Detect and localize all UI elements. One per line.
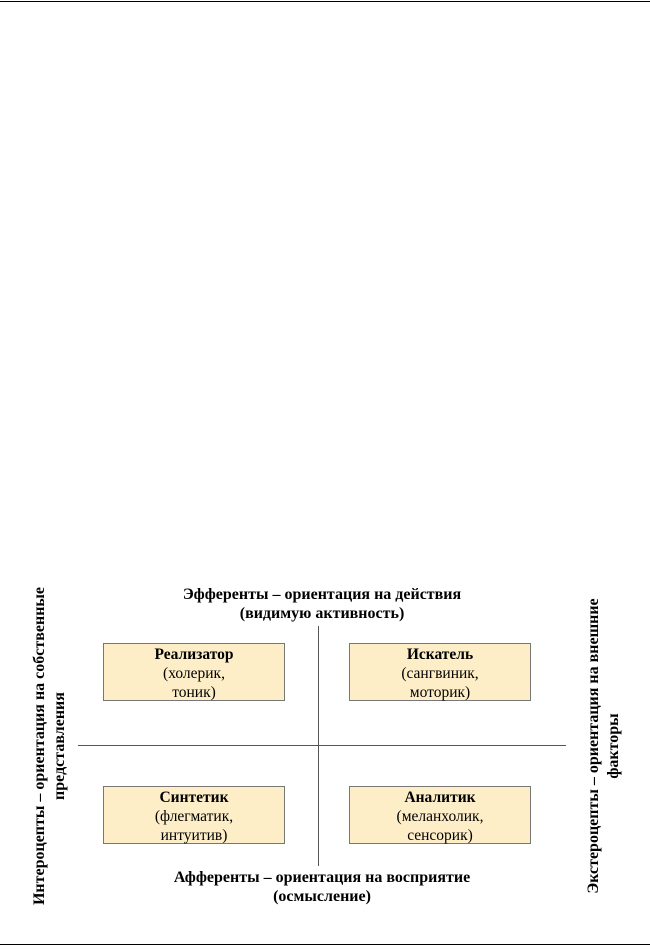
axis-label-bottom-line-2: (осмысление) [273,888,371,905]
axis-label-top-line-2: (видимую активность) [239,605,405,622]
quadrant-box-analyst [349,786,531,844]
vertical-axis [318,626,319,866]
quadrant-line: (флегматик, [154,808,234,825]
quadrant-title: Синтетик [159,789,229,806]
axis-label-left [30,576,70,916]
quadrant-box-synthesizer [103,786,285,844]
quadrant-line: тоник) [172,684,216,701]
quadrant-title: Искатель [406,646,474,663]
axis-label-top [110,585,534,623]
quadrant-line: сенсорик) [407,827,473,844]
quadrant-line: (меланхолик, [396,808,484,825]
axis-label-right-line-1: Экстероцепты – ориентация на внешние [585,598,602,894]
top-rule [0,1,650,2]
quadrant-box-seeker [349,643,531,701]
quadrant-title: Реализатор [154,646,234,663]
quadrant-title: Аналитик [404,789,476,806]
axis-label-bottom-line-1: Афференты – ориентация на восприятие [173,869,471,886]
axis-label-left-line-1: Интероцепты – ориентация на собственные [31,586,48,906]
axis-label-bottom [110,868,534,906]
horizontal-axis [78,745,566,746]
axis-label-top-line-1: Эфференты – ориентация на действия [182,586,462,603]
quadrant-line: (холерик, [163,665,225,682]
quadrant-line: моторик) [409,684,471,701]
axis-label-right-line-2: факторы [605,713,622,779]
bottom-rule [0,944,650,945]
axis-label-left-line-2: представления [51,692,68,800]
quadrant-line: (сангвиник, [401,665,479,682]
axis-label-right [584,576,624,916]
quadrant-box-realizer [103,643,285,701]
quadrant-line: интуитив) [160,827,228,844]
